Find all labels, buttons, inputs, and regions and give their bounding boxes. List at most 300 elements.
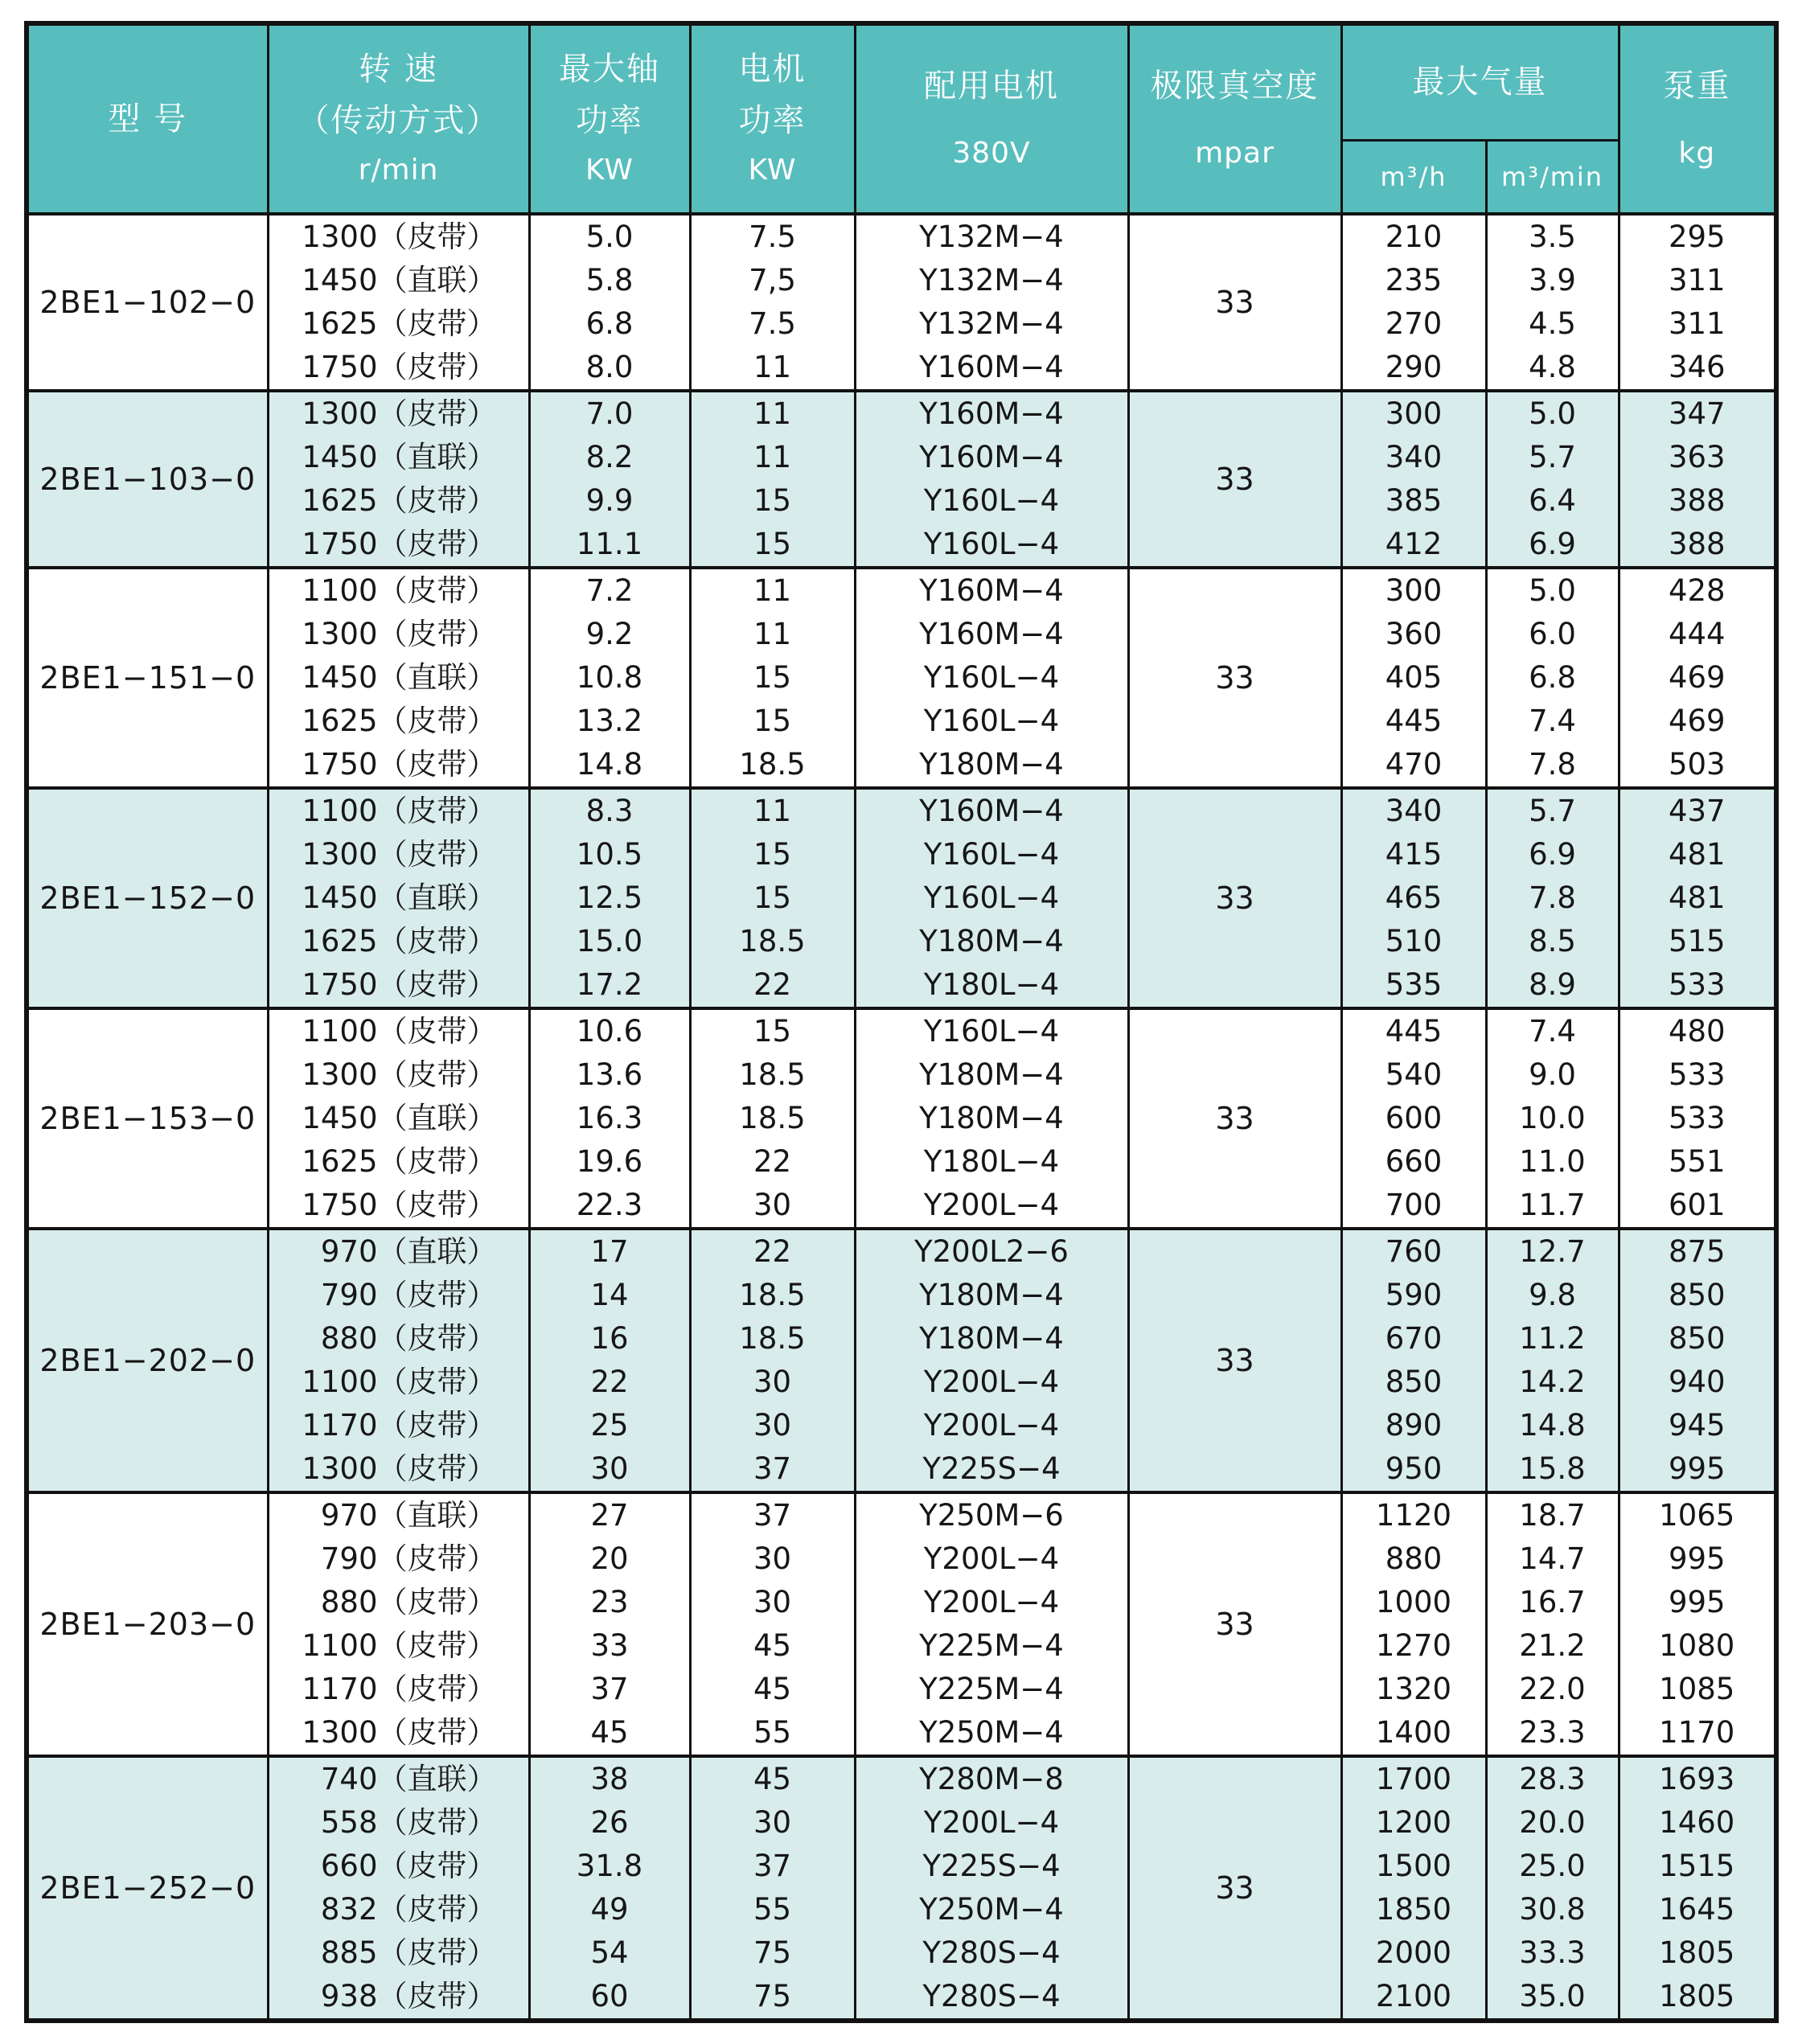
shaft-power-cell: 5.8 [529,259,690,302]
matched-motor-cell: Y160L−4 [855,833,1128,876]
table-row [27,302,1776,346]
speed-cell [268,1317,529,1361]
airflow-m3min-cell: 6.8 [1486,656,1619,700]
header-max-airflow [1341,23,1619,140]
header-weight [1619,23,1776,214]
speed-cell [268,1711,529,1756]
header-matched-line1: 配用电机 [924,68,1059,105]
airflow-m3h-cell: 1200 [1341,1801,1486,1845]
speed-value: 1450 [302,1101,378,1135]
speed-cell [268,1053,529,1097]
shaft-power-cell: 25 [529,1404,690,1447]
speed-transmission: （皮带） [377,573,497,608]
speed-value: 1300 [302,1715,378,1750]
speed-value: 1300 [302,1057,378,1092]
header-matched-voltage: 380V [952,137,1031,170]
airflow-m3min-cell: 12.7 [1486,1229,1619,1274]
speed-value: 1750 [302,350,378,384]
table-row [27,833,1776,876]
airflow-m3h-cell: 385 [1341,479,1486,523]
weight-cell: 1805 [1619,1975,1776,2021]
airflow-m3min-cell: 5.7 [1486,788,1619,833]
motor-power-cell: 15 [690,523,855,568]
airflow-m3h-cell: 2000 [1341,1931,1486,1975]
airflow-m3min-cell: 8.9 [1486,963,1619,1008]
motor-power-cell: 18.5 [690,1274,855,1317]
airflow-m3min-cell: 7.8 [1486,876,1619,920]
matched-motor-cell: Y160L−4 [855,876,1128,920]
table-row [27,1184,1776,1229]
shaft-power-cell: 13.2 [529,700,690,743]
matched-motor-cell: Y180M−4 [855,743,1128,788]
speed-cell [268,1624,529,1668]
matched-motor-cell: Y280M−8 [855,1756,1128,1801]
airflow-m3h-cell: 670 [1341,1317,1486,1361]
weight-cell: 940 [1619,1361,1776,1404]
speed-transmission: （皮带） [377,1188,497,1222]
speed-cell [268,1008,529,1053]
motor-power-cell: 15 [690,656,855,700]
shaft-power-cell: 16.3 [529,1097,690,1140]
airflow-m3h-cell: 340 [1341,436,1486,479]
speed-transmission: （皮带） [377,483,497,518]
weight-cell: 1693 [1619,1756,1776,1801]
shaft-power-cell: 10.5 [529,833,690,876]
table-row [27,1888,1776,1931]
matched-motor-cell: Y250M−4 [855,1711,1128,1756]
header-m3min [1486,140,1619,214]
speed-cell [268,346,529,391]
motor-power-cell: 30 [690,1361,855,1404]
matched-motor-cell: Y132M−4 [855,302,1128,346]
speed-value: 1100 [302,1014,378,1049]
airflow-m3min-cell: 33.3 [1486,1931,1619,1975]
motor-power-cell: 75 [690,1931,855,1975]
motor-power-cell: 22 [690,1229,855,1274]
table-row [27,1229,1776,1274]
table-row [27,1931,1776,1975]
motor-power-cell: 15 [690,700,855,743]
speed-cell [268,1097,529,1140]
shaft-power-cell: 6.8 [529,302,690,346]
airflow-m3h-cell: 1500 [1341,1845,1486,1888]
motor-power-cell: 45 [690,1668,855,1711]
speed-transmission: （皮带） [377,1628,497,1663]
airflow-m3h-cell: 2100 [1341,1975,1486,2021]
motor-power-cell: 15 [690,833,855,876]
motor-power-cell: 18.5 [690,1317,855,1361]
speed-cell [268,1756,529,1801]
speed-cell [268,259,529,302]
airflow-m3h-cell: 890 [1341,1404,1486,1447]
weight-cell: 469 [1619,700,1776,743]
speed-transmission: （皮带） [377,1805,497,1840]
speed-transmission: （皮带） [377,747,497,782]
speed-transmission: （皮带） [377,1892,497,1927]
header-m3h-label: m³/h [1380,161,1447,192]
matched-motor-cell: Y160L−4 [855,656,1128,700]
speed-transmission: （皮带） [377,396,497,431]
shaft-power-cell: 15.0 [529,920,690,963]
header-speed-line1: 转 速 [359,51,438,88]
speed-value: 660 [320,1849,378,1883]
airflow-m3h-cell: 660 [1341,1140,1486,1184]
matched-motor-cell: Y180M−4 [855,1274,1128,1317]
speed-transmission: （皮带） [377,1585,497,1619]
shaft-power-cell: 10.6 [529,1008,690,1053]
airflow-m3min-cell: 22.0 [1486,1668,1619,1711]
matched-motor-cell: Y160M−4 [855,568,1128,613]
motor-power-cell: 15 [690,1008,855,1053]
speed-value: 1625 [302,704,378,738]
airflow-m3min-cell: 25.0 [1486,1845,1619,1888]
motor-power-cell: 75 [690,1975,855,2021]
speed-cell [268,1361,529,1404]
speed-cell [268,656,529,700]
table-row [27,1624,1776,1668]
shaft-power-cell: 9.2 [529,613,690,656]
table-row [27,1447,1776,1492]
shaft-power-cell: 27 [529,1492,690,1537]
header-motorkw-unit: KW [748,154,797,187]
airflow-m3min-cell: 5.0 [1486,391,1619,436]
speed-transmission: （皮带） [377,794,497,828]
speed-transmission: （直联） [377,880,497,915]
model-cell: 2BE1−153−0 [27,1008,268,1229]
airflow-m3h-cell: 590 [1341,1274,1486,1317]
speed-value: 1100 [302,794,378,828]
matched-motor-cell: Y225M−4 [855,1668,1128,1711]
airflow-m3min-cell: 30.8 [1486,1888,1619,1931]
shaft-power-cell: 33 [529,1624,690,1668]
weight-cell: 850 [1619,1274,1776,1317]
speed-value: 1300 [302,396,378,431]
matched-motor-cell: Y200L−4 [855,1581,1128,1624]
header-shaft-unit: KW [585,154,634,187]
airflow-m3h-cell: 445 [1341,1008,1486,1053]
weight-cell: 481 [1619,876,1776,920]
airflow-m3min-cell: 5.0 [1486,568,1619,613]
speed-transmission: （直联） [377,1101,497,1135]
speed-value: 1450 [302,660,378,695]
shaft-power-cell: 49 [529,1888,690,1931]
motor-power-cell: 30 [690,1801,855,1845]
speed-transmission: （直联） [377,1498,497,1533]
airflow-m3min-cell: 5.7 [1486,436,1619,479]
header-vacuum-unit: mpar [1195,137,1275,170]
speed-value: 558 [320,1805,378,1840]
table-row [27,613,1776,656]
weight-cell: 551 [1619,1140,1776,1184]
model-cell: 2BE1−203−0 [27,1492,268,1756]
airflow-m3h-cell: 760 [1341,1229,1486,1274]
header-matched-motor [855,23,1128,214]
matched-motor-cell: Y132M−4 [855,214,1128,259]
speed-value: 740 [320,1762,378,1796]
motor-power-cell: 11 [690,436,855,479]
header-shaft-line1: 最大轴 [559,51,660,88]
matched-motor-cell: Y160L−4 [855,700,1128,743]
airflow-m3min-cell: 6.4 [1486,479,1619,523]
airflow-m3h-cell: 1270 [1341,1624,1486,1668]
speed-cell [268,1668,529,1711]
airflow-m3min-cell: 35.0 [1486,1975,1619,2021]
speed-cell [268,788,529,833]
shaft-power-cell: 45 [529,1711,690,1756]
weight-cell: 995 [1619,1447,1776,1492]
airflow-m3min-cell: 11.7 [1486,1184,1619,1229]
motor-power-cell: 11 [690,788,855,833]
speed-cell [268,1845,529,1888]
table-row [27,1097,1776,1140]
weight-cell: 533 [1619,963,1776,1008]
speed-cell [268,833,529,876]
airflow-m3h-cell: 1120 [1341,1492,1486,1537]
motor-power-cell: 37 [690,1492,855,1537]
matched-motor-cell: Y280S−4 [855,1975,1128,2021]
weight-cell: 469 [1619,656,1776,700]
airflow-m3h-cell: 700 [1341,1184,1486,1229]
weight-cell: 347 [1619,391,1776,436]
shaft-power-cell: 7.2 [529,568,690,613]
speed-transmission: （皮带） [377,350,497,384]
speed-value: 970 [320,1234,378,1269]
vacuum-cell: 33 [1128,788,1341,1008]
speed-value: 1750 [302,747,378,782]
shaft-power-cell: 26 [529,1801,690,1845]
motor-power-cell: 15 [690,479,855,523]
shaft-power-cell: 17 [529,1229,690,1274]
speed-transmission: （皮带） [377,1451,497,1486]
matched-motor-cell: Y200L−4 [855,1801,1128,1845]
speed-cell [268,391,529,436]
airflow-m3h-cell: 1850 [1341,1888,1486,1931]
airflow-m3min-cell: 15.8 [1486,1447,1619,1492]
matched-motor-cell: Y200L−4 [855,1537,1128,1581]
model-cell: 2BE1−252−0 [27,1756,268,2021]
matched-motor-cell: Y180L−4 [855,963,1128,1008]
speed-value: 832 [320,1892,378,1927]
speed-cell [268,1229,529,1274]
weight-cell: 850 [1619,1317,1776,1361]
speed-value: 1100 [302,1628,378,1663]
speed-value: 880 [320,1585,378,1619]
airflow-m3h-cell: 290 [1341,346,1486,391]
speed-value: 1170 [302,1408,378,1443]
matched-motor-cell: Y160M−4 [855,788,1128,833]
weight-cell: 533 [1619,1053,1776,1097]
header-speed-line2: （传动方式） [297,102,500,139]
airflow-m3h-cell: 1000 [1341,1581,1486,1624]
vacuum-cell: 33 [1128,214,1341,391]
speed-cell [268,1888,529,1931]
airflow-m3h-cell: 445 [1341,700,1486,743]
shaft-power-cell: 9.9 [529,479,690,523]
motor-power-cell: 30 [690,1537,855,1581]
model-cell: 2BE1−151−0 [27,568,268,788]
speed-value: 790 [320,1541,378,1576]
vacuum-cell: 33 [1128,1756,1341,2021]
speed-value: 1625 [302,924,378,958]
weight-cell: 1080 [1619,1624,1776,1668]
shaft-power-cell: 22 [529,1361,690,1404]
airflow-m3min-cell: 7.4 [1486,700,1619,743]
airflow-m3min-cell: 11.0 [1486,1140,1619,1184]
airflow-m3min-cell: 4.8 [1486,346,1619,391]
airflow-m3min-cell: 23.3 [1486,1711,1619,1756]
table-row [27,1492,1776,1537]
speed-value: 1450 [302,440,378,474]
airflow-m3min-cell: 18.7 [1486,1492,1619,1537]
table-body [27,214,1776,2021]
weight-cell: 311 [1619,302,1776,346]
table-row [27,214,1776,259]
table-row [27,876,1776,920]
header-m3min-label: m³/min [1500,161,1604,192]
airflow-m3min-cell: 10.0 [1486,1097,1619,1140]
airflow-m3h-cell: 270 [1341,302,1486,346]
speed-cell [268,613,529,656]
airflow-m3h-cell: 300 [1341,568,1486,613]
speed-value: 1625 [302,306,378,341]
airflow-m3h-cell: 1400 [1341,1711,1486,1756]
motor-power-cell: 18.5 [690,1053,855,1097]
weight-cell: 1170 [1619,1711,1776,1756]
airflow-m3min-cell: 21.2 [1486,1624,1619,1668]
weight-cell: 481 [1619,833,1776,876]
table-header [27,23,1776,214]
airflow-m3min-cell: 8.5 [1486,920,1619,963]
airflow-m3h-cell: 360 [1341,613,1486,656]
table-row [27,1711,1776,1756]
table-row [27,1317,1776,1361]
weight-cell: 1065 [1619,1492,1776,1537]
table-row [27,479,1776,523]
table-row [27,346,1776,391]
weight-cell: 346 [1619,346,1776,391]
airflow-m3h-cell: 415 [1341,833,1486,876]
table-row [27,1053,1776,1097]
speed-transmission: （皮带） [377,617,497,651]
matched-motor-cell: Y180M−4 [855,1053,1128,1097]
model-cell: 2BE1−152−0 [27,788,268,1008]
table-row [27,436,1776,479]
airflow-m3h-cell: 340 [1341,788,1486,833]
speed-value: 1300 [302,837,378,872]
speed-cell [268,523,529,568]
speed-transmission: （皮带） [377,527,497,561]
header-model-label: 型 号 [108,101,188,137]
speed-transmission: （直联） [377,1762,497,1796]
speed-value: 790 [320,1278,378,1312]
speed-value: 1750 [302,1188,378,1222]
shaft-power-cell: 31.8 [529,1845,690,1888]
weight-cell: 311 [1619,259,1776,302]
motor-power-cell: 55 [690,1711,855,1756]
speed-value: 1625 [302,1144,378,1179]
header-shaft-power [529,23,690,214]
speed-cell [268,1140,529,1184]
table-row [27,1140,1776,1184]
table-row [27,656,1776,700]
speed-transmission: （皮带） [377,220,497,254]
weight-cell: 1805 [1619,1931,1776,1975]
weight-cell: 444 [1619,613,1776,656]
weight-cell: 601 [1619,1184,1776,1229]
shaft-power-cell: 12.5 [529,876,690,920]
speed-transmission: （皮带） [377,1365,497,1399]
table-row [27,743,1776,788]
matched-motor-cell: Y160M−4 [855,613,1128,656]
motor-power-cell: 45 [690,1624,855,1668]
table-row [27,700,1776,743]
speed-value: 1450 [302,263,378,298]
header-motorkw-line2: 功率 [738,102,807,139]
speed-value: 1170 [302,1672,378,1706]
speed-cell [268,1537,529,1581]
matched-motor-cell: Y132M−4 [855,259,1128,302]
table-row [27,1668,1776,1711]
matched-motor-cell: Y250M−4 [855,1888,1128,1931]
shaft-power-cell: 20 [529,1537,690,1581]
airflow-m3h-cell: 470 [1341,743,1486,788]
header-motorkw-line1: 电机 [738,51,807,88]
weight-cell: 1085 [1619,1668,1776,1711]
shaft-power-cell: 14.8 [529,743,690,788]
table-row [27,1008,1776,1053]
motor-power-cell: 22 [690,963,855,1008]
speed-value: 1300 [302,1451,378,1486]
weight-cell: 388 [1619,479,1776,523]
header-weight-unit: kg [1678,137,1716,170]
motor-power-cell: 7,5 [690,259,855,302]
table-row [27,920,1776,963]
airflow-m3min-cell: 6.9 [1486,833,1619,876]
airflow-m3min-cell: 14.7 [1486,1537,1619,1581]
airflow-m3min-cell: 11.2 [1486,1317,1619,1361]
speed-value: 970 [320,1498,378,1533]
matched-motor-cell: Y200L−4 [855,1404,1128,1447]
speed-cell [268,214,529,259]
shaft-power-cell: 11.1 [529,523,690,568]
matched-motor-cell: Y225M−4 [855,1624,1128,1668]
airflow-m3h-cell: 1320 [1341,1668,1486,1711]
model-cell: 2BE1−202−0 [27,1229,268,1492]
weight-cell: 533 [1619,1097,1776,1140]
matched-motor-cell: Y180L−4 [855,1140,1128,1184]
matched-motor-cell: Y225S−4 [855,1447,1128,1492]
shaft-power-cell: 23 [529,1581,690,1624]
airflow-m3h-cell: 412 [1341,523,1486,568]
speed-transmission: （皮带） [377,704,497,738]
header-speed [268,23,529,214]
matched-motor-cell: Y160M−4 [855,436,1128,479]
airflow-m3min-cell: 6.9 [1486,523,1619,568]
airflow-m3min-cell: 16.7 [1486,1581,1619,1624]
airflow-m3min-cell: 9.8 [1486,1274,1619,1317]
table-row [27,568,1776,613]
airflow-m3h-cell: 950 [1341,1447,1486,1492]
motor-power-cell: 11 [690,391,855,436]
weight-cell: 428 [1619,568,1776,613]
motor-power-cell: 7.5 [690,214,855,259]
motor-power-cell: 11 [690,613,855,656]
table-row [27,1537,1776,1581]
airflow-m3h-cell: 210 [1341,214,1486,259]
airflow-m3h-cell: 1700 [1341,1756,1486,1801]
airflow-m3min-cell: 7.4 [1486,1008,1619,1053]
matched-motor-cell: Y160M−4 [855,346,1128,391]
